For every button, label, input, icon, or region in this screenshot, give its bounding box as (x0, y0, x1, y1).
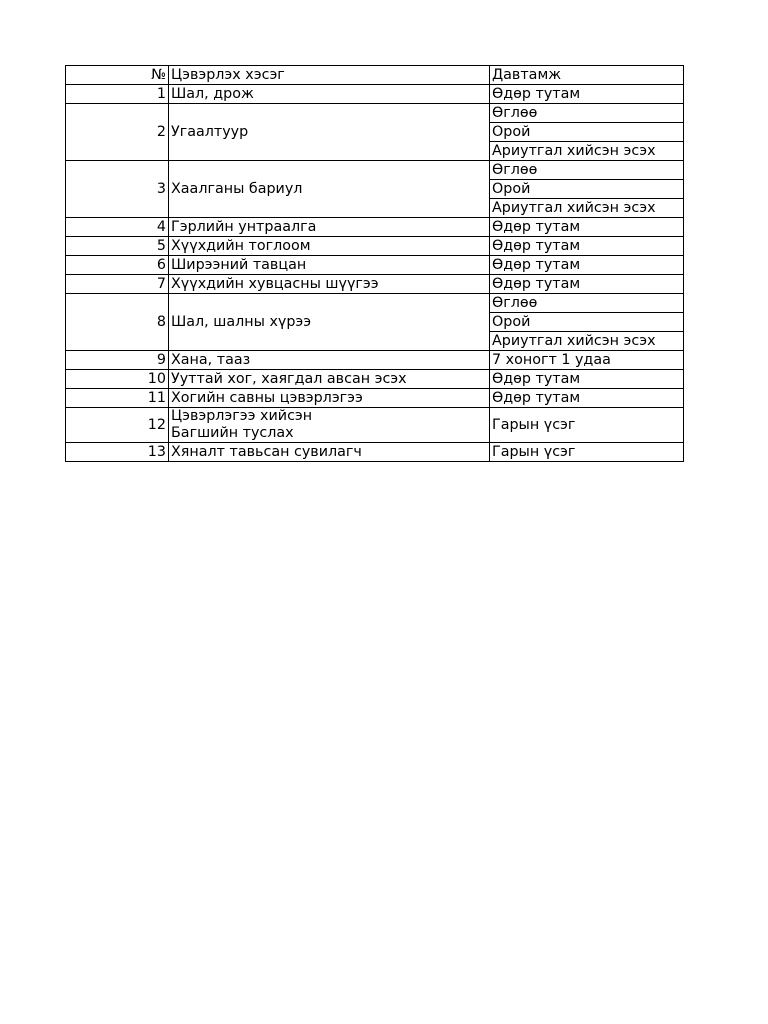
row-number: 4 (66, 218, 169, 237)
row-number: 6 (66, 256, 169, 275)
row-number: 13 (66, 443, 169, 462)
row-number: 8 (66, 294, 169, 351)
frequency-cell: Орой (490, 313, 684, 332)
cleaning-part-cell: Хана, тааз (169, 351, 490, 370)
row-number: 10 (66, 370, 169, 389)
row-number: 12 (66, 408, 169, 443)
table-row (66, 218, 684, 237)
row-number: 11 (66, 389, 169, 408)
cleaning-part-line: Цэвэрлэгээ хийсэн (171, 408, 313, 424)
row-number: 7 (66, 275, 169, 294)
cleaning-part-cell: Хогийн савны цэвэрлэгээ (169, 389, 490, 408)
frequency-cell: Өдөр тутам (490, 275, 684, 294)
table-header-row (66, 66, 684, 85)
cleaning-schedule-table (65, 65, 684, 462)
row-number: 9 (66, 351, 169, 370)
table-row (66, 275, 684, 294)
row-number: 2 (66, 104, 169, 161)
table-row (66, 85, 684, 104)
frequency-cell: Гарын үсэг (490, 408, 684, 443)
frequency-cell: Өглөө (490, 161, 684, 180)
cleaning-part-cell: Шал, шалны хүрээ (169, 294, 490, 351)
frequency-cell: Өдөр тутам (490, 370, 684, 389)
frequency-cell: Орой (490, 123, 684, 142)
table-row (66, 256, 684, 275)
table-row (66, 294, 684, 313)
table-row (66, 389, 684, 408)
header-number: № (66, 66, 169, 85)
table-row (66, 351, 684, 370)
cleaning-part-cell: Хяналт тавьсан сувилагч (169, 443, 490, 462)
cleaning-part-cell: Ширээний тавцан (169, 256, 490, 275)
table-row (66, 104, 684, 123)
frequency-cell: Өдөр тутам (490, 237, 684, 256)
frequency-cell: Гарын үсэг (490, 443, 684, 462)
frequency-cell: Өглөө (490, 104, 684, 123)
table-row (66, 370, 684, 389)
cleaning-part-cell: Гэрлийн унтраалга (169, 218, 490, 237)
header-cleaning-part: Цэвэрлэх хэсэг (169, 66, 490, 85)
cleaning-part-cell (169, 408, 490, 443)
cleaning-part-cell: Хаалганы бариул (169, 161, 490, 218)
table-row (66, 237, 684, 256)
frequency-cell: Өдөр тутам (490, 389, 684, 408)
row-number: 5 (66, 237, 169, 256)
frequency-cell: Өдөр тутам (490, 85, 684, 104)
header-frequency: Давтамж (490, 66, 684, 85)
frequency-cell: Ариутгал хийсэн эсэх (490, 199, 684, 218)
frequency-cell: Орой (490, 180, 684, 199)
frequency-cell: Өглөө (490, 294, 684, 313)
row-number: 3 (66, 161, 169, 218)
table-row (66, 161, 684, 180)
cleaning-part-cell: Хүүхдийн хувцасны шүүгээ (169, 275, 490, 294)
row-number: 1 (66, 85, 169, 104)
cleaning-part-cell: Хүүхдийн тоглоом (169, 237, 490, 256)
frequency-cell: Ариутгал хийсэн эсэх (490, 142, 684, 161)
cleaning-part-line: Багшийн туслах (171, 425, 294, 441)
frequency-cell: Өдөр тутам (490, 218, 684, 237)
cleaning-part-cell: Угаалтуур (169, 104, 490, 161)
frequency-cell: Өдөр тутам (490, 256, 684, 275)
table-row (66, 443, 684, 462)
cleaning-part-cell: Ууттай хог, хаягдал авсан эсэх (169, 370, 490, 389)
cleaning-part-cell: Шал, дрож (169, 85, 490, 104)
frequency-cell: Ариутгал хийсэн эсэх (490, 332, 684, 351)
frequency-cell: 7 хоногт 1 удаа (490, 351, 684, 370)
table-body (66, 66, 684, 462)
table-row (66, 408, 684, 443)
